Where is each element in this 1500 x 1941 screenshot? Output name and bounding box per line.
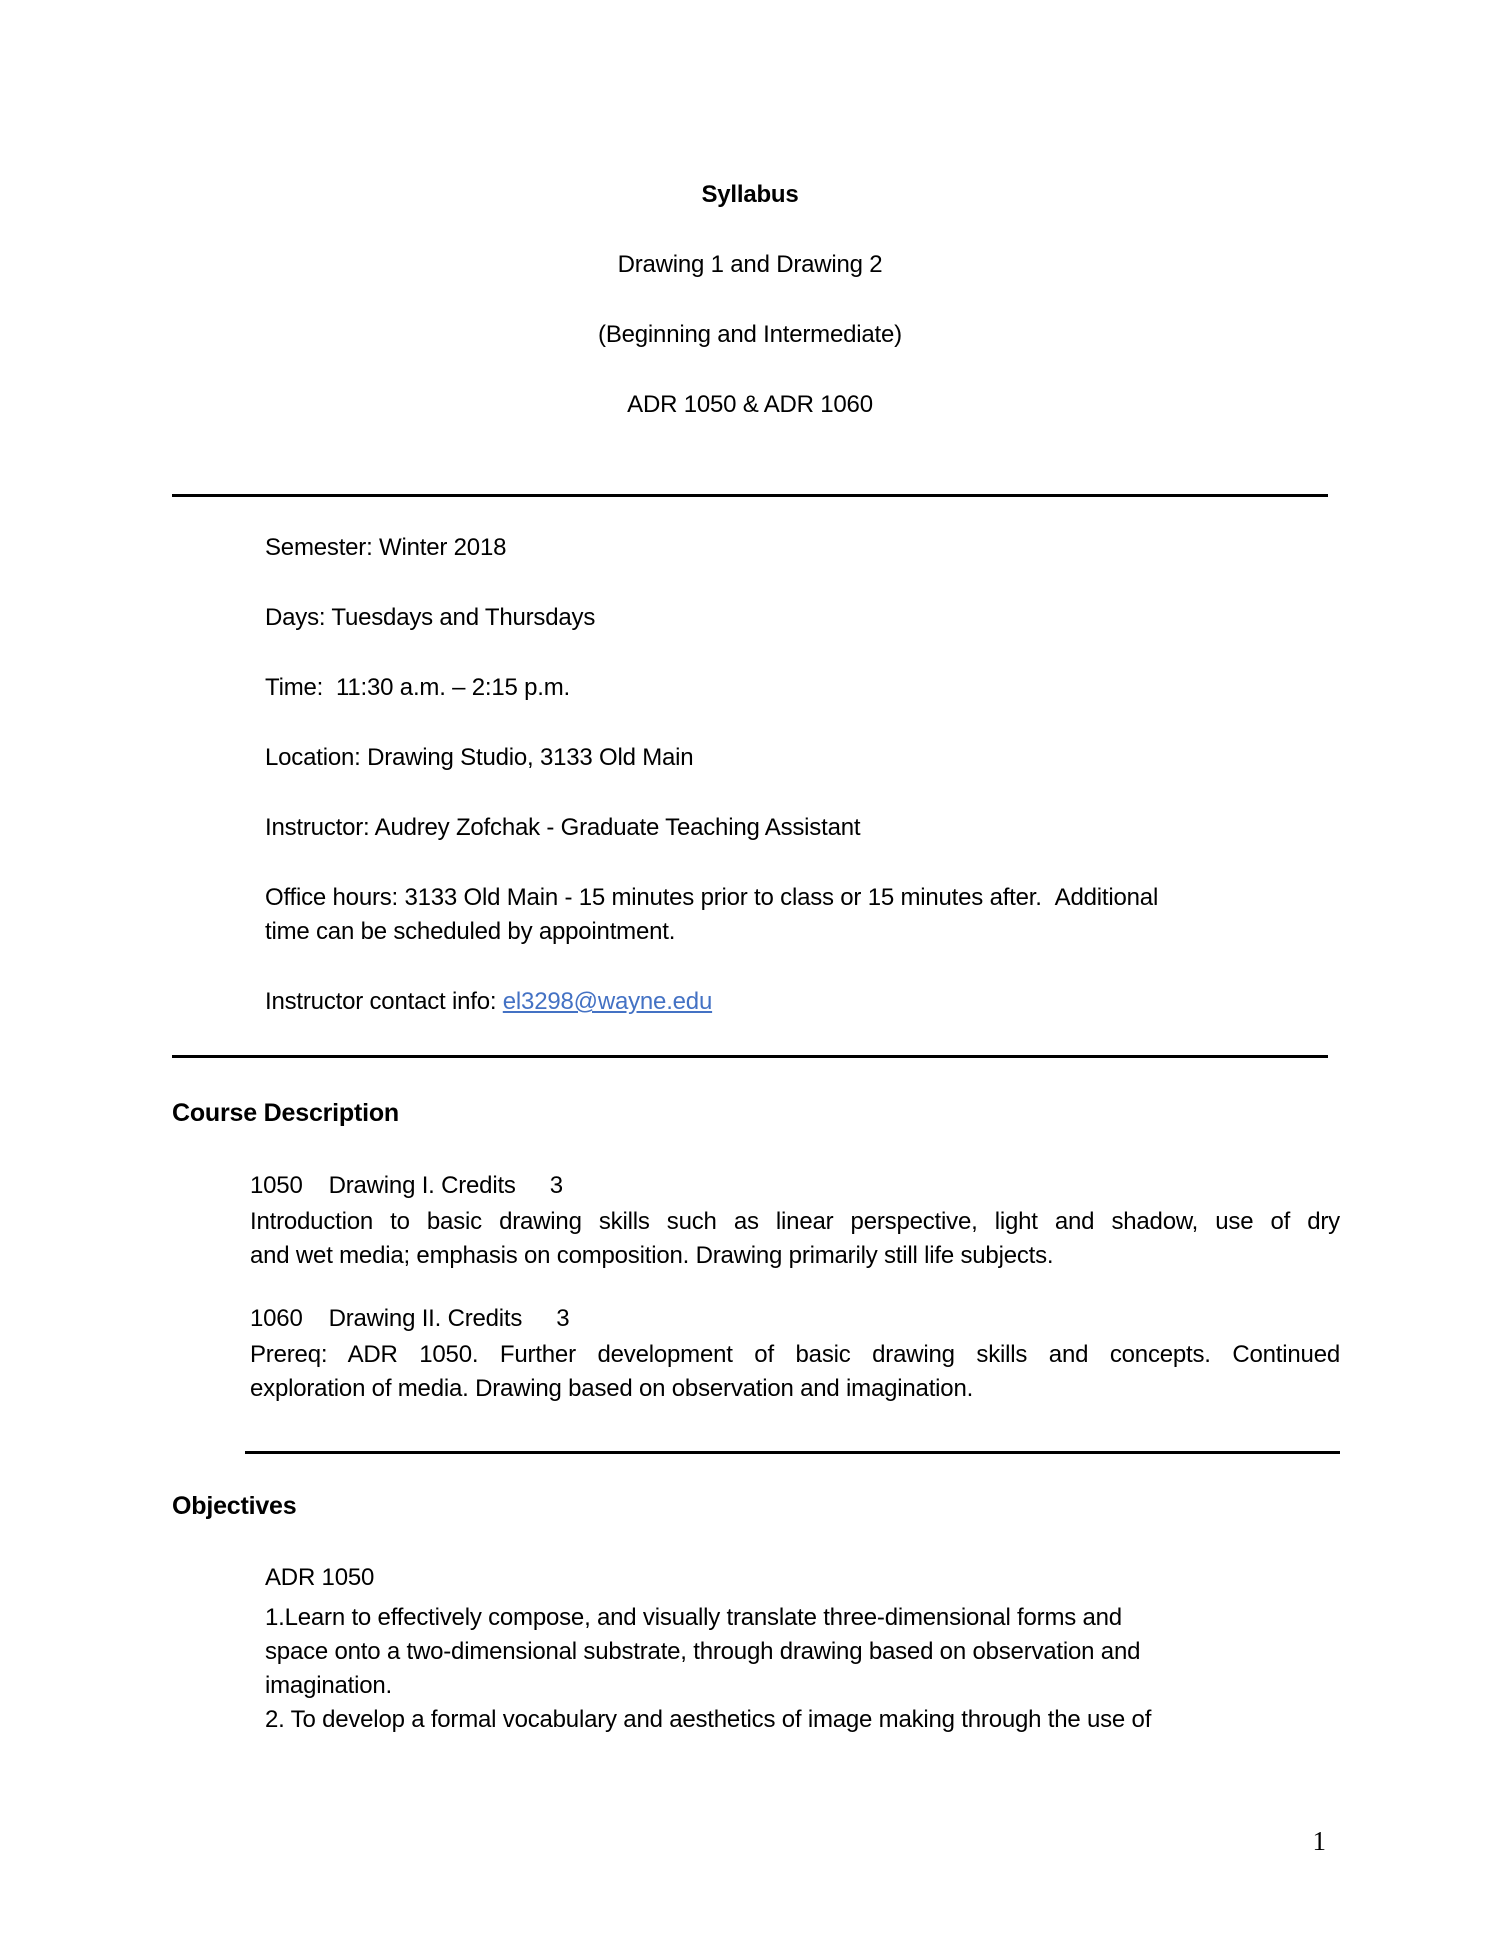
location-line: Location: Drawing Studio, 3133 Old Main bbox=[265, 744, 694, 771]
subtitle-course-levels: (Beginning and Intermediate) bbox=[598, 321, 902, 348]
course-credits: 3 bbox=[549, 1172, 563, 1199]
instructor-line: Instructor: Audrey Zofchak - Graduate Teaching Assistant bbox=[265, 814, 861, 841]
objectives-course-code: ADR 1050 bbox=[265, 1564, 375, 1591]
course-1060-description bbox=[250, 1338, 1340, 1406]
course-description-heading: Course Description bbox=[172, 1099, 400, 1127]
title-block bbox=[0, 178, 1500, 422]
days-line: Days: Tuesdays and Thursdays bbox=[265, 604, 596, 631]
course-1050-description bbox=[250, 1205, 1340, 1273]
time-line: Time: 11:30 a.m. – 2:15 p.m. bbox=[265, 674, 571, 701]
course-description-block bbox=[250, 1169, 1340, 1406]
course-info-block bbox=[265, 531, 1345, 1019]
contact-label: Instructor contact info: bbox=[265, 988, 503, 1015]
semester-line: Semester: Winter 2018 bbox=[265, 534, 507, 561]
text-line: 2. To develop a formal vocabulary and aesthetics of image making through the use of bbox=[265, 1706, 1152, 1733]
section-divider-top bbox=[172, 494, 1328, 497]
instructor-email-link[interactable]: el3298@wayne.edu bbox=[502, 988, 713, 1015]
objectives-list bbox=[265, 1601, 1342, 1737]
text-line: exploration of media. Drawing based on observation and imagination. bbox=[250, 1375, 974, 1402]
text-line: time can be scheduled by appointment. bbox=[265, 918, 676, 945]
section-divider-bottom bbox=[245, 1451, 1340, 1454]
office-hours-paragraph bbox=[265, 881, 1345, 949]
text-line: 1.Learn to effectively compose, and visually translate three-dimensional forms and bbox=[265, 1604, 1122, 1631]
course-credits: 3 bbox=[556, 1305, 570, 1332]
objectives-heading: Objectives bbox=[172, 1492, 297, 1520]
course-number: 1050 bbox=[250, 1172, 303, 1199]
contact-line bbox=[265, 985, 1345, 1019]
course-name: Drawing I. Credits bbox=[328, 1172, 516, 1199]
course-1050-title-line bbox=[250, 1169, 1340, 1203]
text-line: Introduction to basic drawing skills such as linear perspective, light and shadow, use of dry bbox=[250, 1208, 1340, 1235]
subtitle-course-codes: ADR 1050 & ADR 1060 bbox=[627, 391, 873, 418]
subtitle-course-names: Drawing 1 and Drawing 2 bbox=[617, 251, 883, 278]
document-title: Syllabus bbox=[701, 181, 799, 208]
text-line: Prereq: ADR 1050. Further development of basic drawing skills and concepts. Continued bbox=[250, 1341, 1340, 1368]
page-number: 1 bbox=[1312, 1826, 1326, 1856]
course-number: 1060 bbox=[250, 1305, 303, 1332]
text-line: space onto a two-dimensional substrate, through drawing based on observation and bbox=[265, 1638, 1141, 1665]
objectives-block bbox=[265, 1561, 1342, 1737]
text-line: imagination. bbox=[265, 1672, 393, 1699]
text-line: Office hours: 3133 Old Main - 15 minutes prior to class or 15 minutes after. Additional bbox=[265, 884, 1159, 911]
section-divider-middle bbox=[172, 1055, 1328, 1058]
course-1060-title-line bbox=[250, 1302, 1340, 1336]
text-line: and wet media; emphasis on composition. Drawing primarily still life subjects. bbox=[250, 1242, 1054, 1269]
course-name: Drawing II. Credits bbox=[328, 1305, 523, 1332]
